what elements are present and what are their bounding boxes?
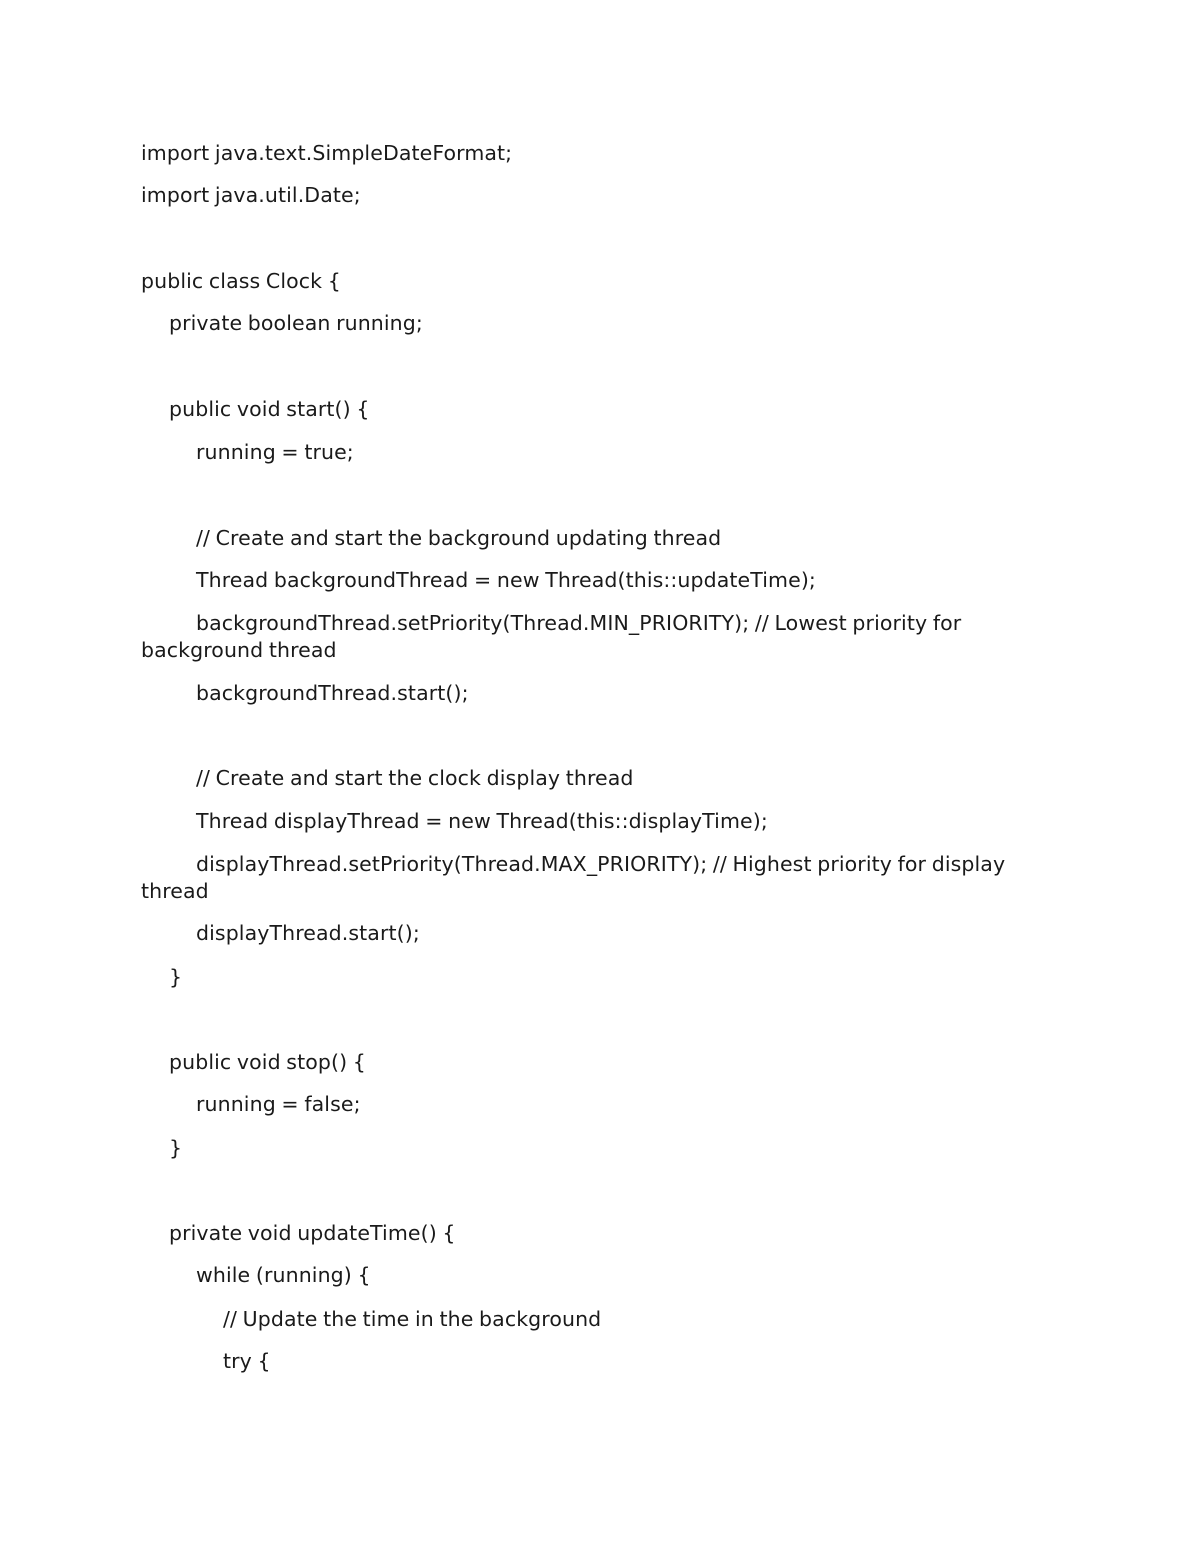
code-line-class-declaration: public class Clock { — [141, 269, 341, 293]
code-line-comment-update: // Update the time in the background — [223, 1307, 602, 1331]
code-line-while-running: while (running) { — [196, 1263, 371, 1287]
code-line-display-priority: displayThread.setPriority(Thread.MAX_PRIORITY); // Highest priority for display thread — [141, 852, 1011, 903]
code-line-display-thread: Thread displayThread = new Thread(this::displayTime); — [196, 809, 768, 833]
code-line-comment-display: // Create and start the clock display thread — [196, 766, 634, 790]
code-line-start-method: public void start() { — [169, 397, 370, 421]
code-line-comment-background: // Create and start the background updating thread — [196, 526, 722, 550]
code-line-update-time-method: private void updateTime() { — [169, 1221, 456, 1245]
code-line-stop-method: public void stop() { — [169, 1050, 366, 1074]
code-line-close-stop: } — [169, 1136, 183, 1160]
code-line-try: try { — [223, 1349, 271, 1373]
code-line-import-simpledateformat: import java.text.SimpleDateFormat; — [141, 141, 513, 165]
code-line-import-date: import java.util.Date; — [141, 183, 361, 207]
code-line-running-false: running = false; — [196, 1092, 361, 1116]
code-line-background-priority: backgroundThread.setPriority(Thread.MIN_PRIORITY); // Lowest priority for background thread — [141, 611, 967, 662]
code-line-close-start: } — [169, 965, 183, 989]
code-line-running-field: private boolean running; — [169, 311, 423, 335]
code-line-background-thread: Thread backgroundThread = new Thread(this::updateTime); — [196, 568, 816, 592]
code-line-running-true: running = true; — [196, 440, 354, 464]
code-line-background-start: backgroundThread.start(); — [196, 681, 469, 705]
code-line-display-start: displayThread.start(); — [196, 921, 420, 945]
